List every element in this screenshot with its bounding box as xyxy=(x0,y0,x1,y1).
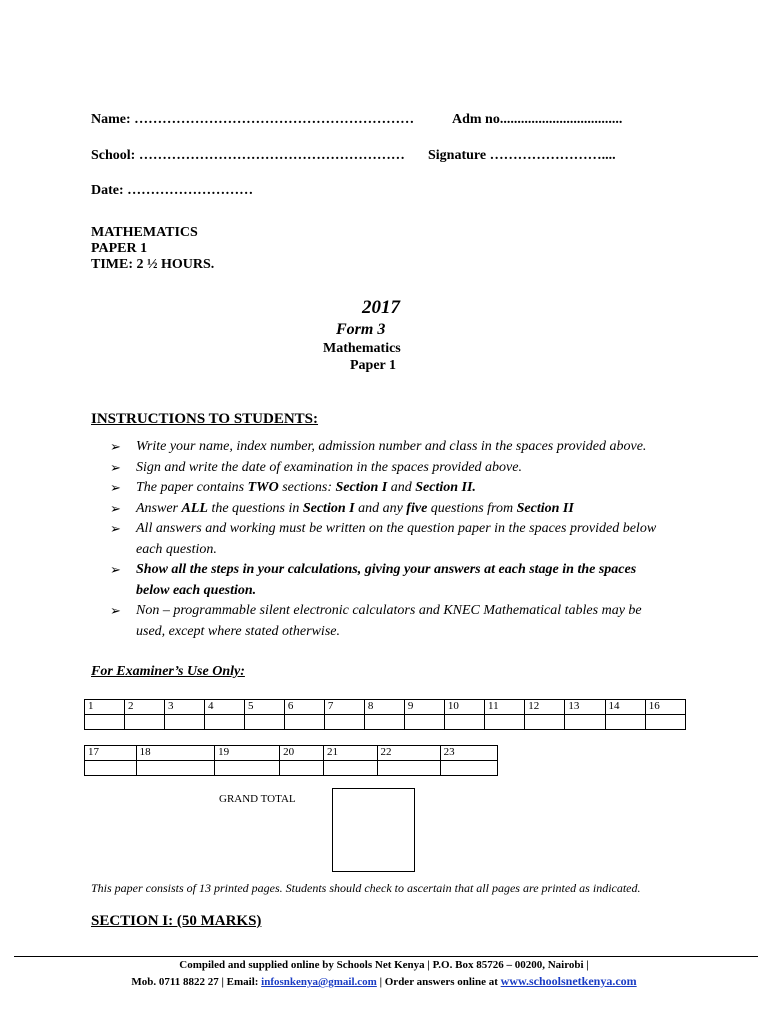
adm-no-field: Adm no................................... xyxy=(452,112,623,127)
question-number-cell: 1 xyxy=(85,700,125,715)
instruction-text: TWO xyxy=(247,480,279,495)
instruction-item xyxy=(110,601,670,642)
footer-line-2 xyxy=(0,973,768,990)
question-number-cell: 14 xyxy=(605,700,645,715)
question-number-cell: 11 xyxy=(485,700,525,715)
score-cell[interactable] xyxy=(204,715,244,730)
instruction-text: All answers and working must be written on the question paper in the spaces provided below each question. xyxy=(136,521,657,557)
pages-note: This paper consists of 13 printed pages. Students should check to ascertain that all pages are printed as indicated. xyxy=(91,881,641,895)
examiner-heading: For Examiner’s Use Only: xyxy=(91,664,245,679)
score-cell[interactable] xyxy=(284,715,324,730)
question-number-cell: 2 xyxy=(124,700,164,715)
question-number-cell: 13 xyxy=(565,700,605,715)
instruction-text: and any xyxy=(354,500,407,516)
instruction-text: Write your name, index number, admission number and class in the spaces provided above. xyxy=(136,439,647,454)
score-cell[interactable] xyxy=(485,715,525,730)
instruction-text: five xyxy=(406,500,428,516)
question-number-cell: 22 xyxy=(377,746,440,761)
marks-table-2 xyxy=(84,745,498,776)
score-cell[interactable] xyxy=(565,715,605,730)
grand-total-box[interactable] xyxy=(332,788,415,872)
instruction-text: ALL xyxy=(181,500,208,516)
question-number-cell: 19 xyxy=(215,746,280,761)
score-cell[interactable] xyxy=(440,761,497,776)
instruction-text: Sign and write the date of examination in the spaces provided above. xyxy=(136,459,522,475)
instruction-item xyxy=(110,437,670,458)
center-paper: Paper 1 xyxy=(350,358,397,373)
instruction-text: Section I xyxy=(335,480,388,495)
footer-order: | Order answers online at xyxy=(376,976,501,988)
section-title: SECTION I: (50 MARKS) xyxy=(91,913,262,929)
score-cell[interactable] xyxy=(244,715,284,730)
instruction-text: The paper contains xyxy=(136,480,248,495)
question-number-cell: 18 xyxy=(136,746,214,761)
instructions-heading: INSTRUCTIONS TO STUDENTS: xyxy=(91,411,319,427)
instruction-text: Section II xyxy=(516,500,574,516)
bullet-arrow-icon: ➢ xyxy=(110,459,121,475)
instruction-item xyxy=(110,519,670,560)
question-number-cell: 17 xyxy=(85,746,137,761)
question-number-cell: 16 xyxy=(645,700,685,715)
score-cell[interactable] xyxy=(164,715,204,730)
name-field: Name: …………………………………………………… xyxy=(91,112,415,127)
subject-title: MATHEMATICS xyxy=(91,225,198,240)
bullet-arrow-icon: ➢ xyxy=(110,603,121,618)
footer-website-link[interactable]: www.schoolsnetkenya.com xyxy=(500,974,637,988)
bullet-arrow-icon: ➢ xyxy=(110,480,121,495)
score-cell[interactable] xyxy=(324,761,378,776)
instruction-text: and xyxy=(387,480,416,495)
instruction-item xyxy=(110,458,670,479)
score-cell[interactable] xyxy=(124,715,164,730)
date-field: Date: ……………………… xyxy=(91,183,254,198)
score-cell[interactable] xyxy=(605,715,645,730)
footer-email-link[interactable]: infosnkenya@gmail.com xyxy=(261,976,377,988)
instruction-text: Non – programmable silent electronic calculators and KNEC Mathematical tables may be used, except where stated otherwise. xyxy=(136,603,642,639)
bullet-arrow-icon: ➢ xyxy=(110,562,121,577)
instruction-item xyxy=(110,499,670,520)
question-number-cell: 6 xyxy=(284,700,324,715)
paper-number: PAPER 1 xyxy=(91,241,148,256)
instruction-text: Section II. xyxy=(415,480,476,495)
footer-mob: Mob. 0711 8822 27 | Email: xyxy=(131,976,262,988)
score-cell[interactable] xyxy=(85,715,125,730)
score-cell[interactable] xyxy=(280,761,324,776)
school-field: School: ………………………………………………… xyxy=(91,148,405,163)
question-number-cell: 4 xyxy=(204,700,244,715)
exam-year: 2017 xyxy=(362,297,400,318)
instruction-item xyxy=(110,478,670,499)
marks-table-1 xyxy=(84,699,686,730)
score-cell[interactable] xyxy=(525,715,565,730)
bullet-arrow-icon: ➢ xyxy=(110,521,121,536)
score-cell[interactable] xyxy=(444,715,484,730)
signature-field: Signature …………………….... xyxy=(428,148,616,163)
footer-line-1: Compiled and supplied online by Schools Net Kenya | P.O. Box 85726 – 00200, Nairobi | xyxy=(179,959,589,971)
score-cell[interactable] xyxy=(324,715,364,730)
question-number-cell: 9 xyxy=(404,700,444,715)
score-cell[interactable] xyxy=(404,715,444,730)
instruction-text: the questions in xyxy=(207,500,303,516)
score-cell[interactable] xyxy=(645,715,685,730)
footer xyxy=(0,957,768,990)
score-cell[interactable] xyxy=(377,761,440,776)
question-number-cell: 10 xyxy=(444,700,484,715)
grand-total-label: GRAND TOTAL xyxy=(219,793,296,805)
question-number-cell: 21 xyxy=(324,746,378,761)
score-cell[interactable] xyxy=(215,761,280,776)
bullet-arrow-icon: ➢ xyxy=(110,500,121,516)
question-number-cell: 7 xyxy=(324,700,364,715)
question-number-cell: 23 xyxy=(440,746,497,761)
form-level: Form 3 xyxy=(336,321,386,338)
instruction-text: Answer xyxy=(136,500,182,516)
question-number-cell: 3 xyxy=(164,700,204,715)
time-allowed: TIME: 2 ½ HOURS. xyxy=(91,257,215,272)
instruction-item xyxy=(110,560,670,601)
question-number-cell: 12 xyxy=(525,700,565,715)
score-cell[interactable] xyxy=(85,761,137,776)
center-subject: Mathematics xyxy=(323,341,401,356)
instruction-text: Section I xyxy=(302,500,355,516)
question-number-cell: 20 xyxy=(280,746,324,761)
instruction-text: Show all the steps in your calculations, giving your answers at each stage in the spaces below each question. xyxy=(136,562,637,598)
score-cell[interactable] xyxy=(364,715,404,730)
paper-info xyxy=(91,225,214,273)
instruction-text: sections: xyxy=(278,480,336,495)
instruction-text: questions from xyxy=(427,500,517,516)
instructions-list xyxy=(110,437,670,642)
score-cell[interactable] xyxy=(136,761,214,776)
question-number-cell: 8 xyxy=(364,700,404,715)
bullet-arrow-icon: ➢ xyxy=(110,439,121,454)
question-number-cell: 5 xyxy=(244,700,284,715)
